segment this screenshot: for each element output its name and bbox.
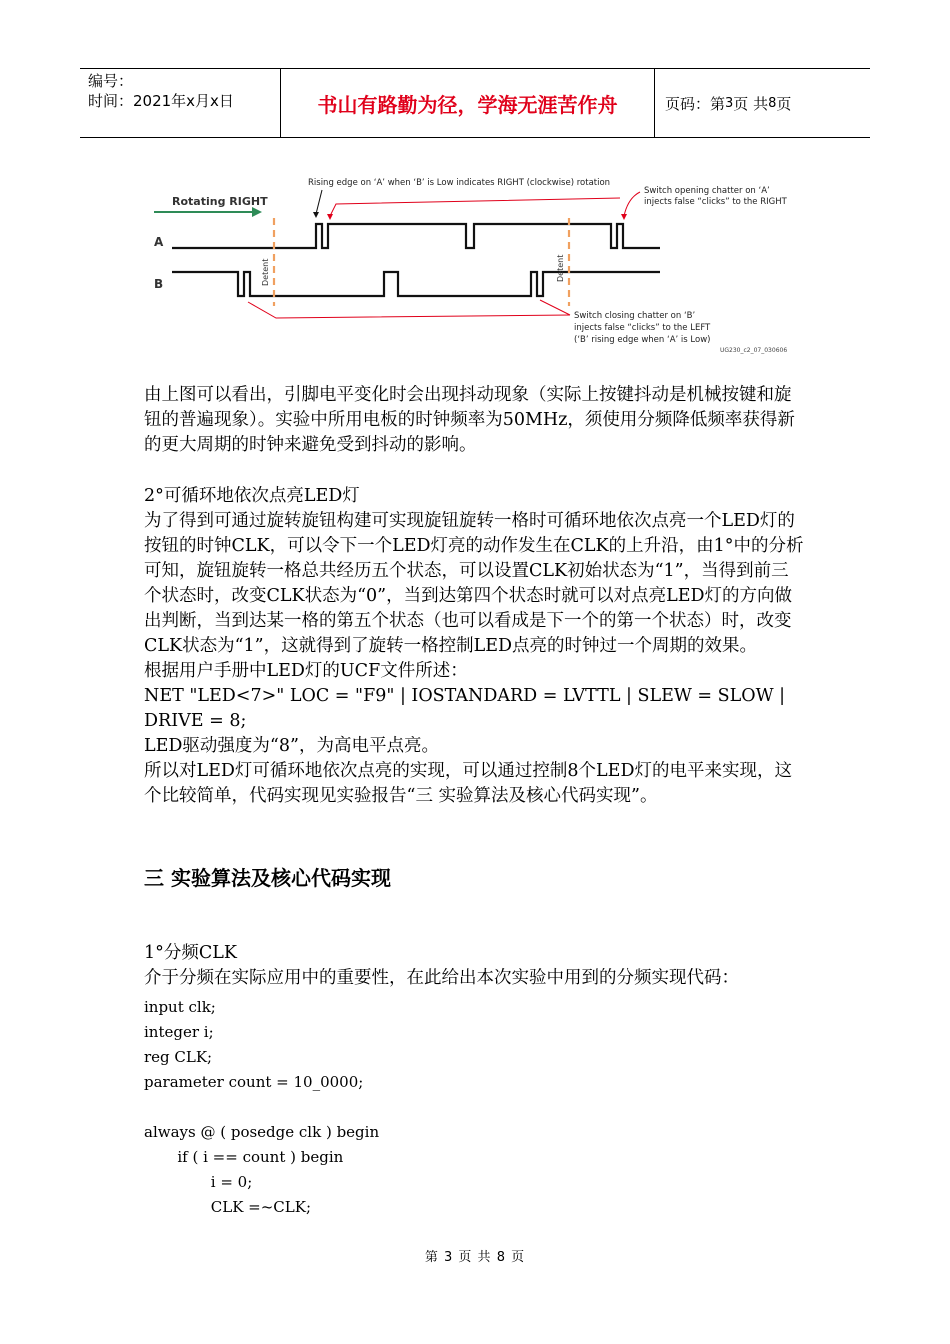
code-line: integer i; <box>144 1023 214 1041</box>
paragraph-text: LED驱动强度为“8”，为高电平点亮。 <box>144 736 439 756</box>
header-divider <box>654 69 655 137</box>
signal-b-label: B <box>154 277 164 291</box>
page-total: 8 <box>768 95 777 111</box>
figure-id: UG230_c2_07_030606 <box>720 347 788 354</box>
code-line: reg CLK; <box>144 1048 213 1066</box>
code-line: always @ ( posedge clk ) begin <box>144 1123 380 1141</box>
page-prefix: 页码：第 <box>665 94 726 113</box>
code-line: CLK =~CLK; <box>144 1198 311 1216</box>
page-footer: 第 3 页 共 8 页 <box>424 1250 526 1265</box>
code-line: parameter count = 10_0000; <box>144 1073 364 1091</box>
annotation-bottom-line2: injects false “clicks” to the LEFT <box>574 323 711 333</box>
rotary-encoder-timing-diagram <box>140 168 820 358</box>
section-clk <box>144 941 806 991</box>
code-line: i = 0; <box>144 1173 253 1191</box>
code-block <box>144 995 379 1220</box>
rotation-arrow-head <box>252 207 262 217</box>
paragraph-text: NET "LED<7>" LOC = "F9" | IOSTANDARD = LVTTL | SLEW = SLOW | DRIVE = 8; <box>144 686 786 731</box>
code-line: if ( i == count ) begin <box>144 1148 344 1166</box>
code-line: input clk; <box>144 998 216 1016</box>
paragraph-text: 介于分频在实际应用中的重要性，在此给出本次实验中用到的分频实现代码： <box>144 968 739 988</box>
detent-label: Detent <box>556 254 565 282</box>
header-meta <box>88 71 280 111</box>
code-line <box>144 1095 379 1120</box>
annotation-bottom-line1: Switch closing chatter on ‘B’ <box>574 311 696 321</box>
annotation-pointer-head <box>621 214 627 220</box>
page-suffix: 页 <box>776 94 792 113</box>
paragraph-text: 所以对LED灯可循环地依次点亮的实现，可以通过控制8个LED灯的电平来实现，这个比较简单，代码实现见实验报告“三 实验算法及核心代码实现”。 <box>144 761 792 806</box>
annotation-pointer-red <box>330 198 620 216</box>
annotation-pointer-red <box>248 302 570 318</box>
annotation-pointer-red <box>624 192 640 216</box>
annotation-right-line2: injects false “clicks” to the RIGHT <box>644 197 787 207</box>
annotation-pointer-head <box>313 212 319 218</box>
annotation-pointer <box>316 190 322 214</box>
annotation-pointer-red <box>540 300 570 315</box>
annotation-bottom-line3: (‘B’ rising edge when ‘A’ is Low) <box>574 335 711 345</box>
paragraph-text: 为了得到可通过旋转旋钮构建可实现旋钮旋转一格时可循环地依次点亮一个LED灯的按钮的时钟CLK，可以令下一个LED灯亮的动作发生在CLK的上升沿，由1°中的分析可知，旋钮旋转一格总共经历五个状态，可以设置CLK初始状态为“1”，当得到前三个状态时，改变CLK状态为“0”，当到达第四个状态时就可以对点亮LED灯的方向做出判断，当到达某一格的第五个状态（也可以看成是下一个的第一个状态）时，改变CLK状态为“1”，这就得到了旋转一格控制LED点亮的时钟过一个周期的效果。 <box>144 511 804 656</box>
time-label: 时间：2021年x月x日 <box>88 92 234 110</box>
paragraph-text: 根据用户手册中LED灯的UCF文件所述： <box>144 661 468 681</box>
waveform-a <box>172 224 660 248</box>
section-led <box>144 484 806 809</box>
header-motto: 书山有路勤为径，学海无涯苦作舟 <box>317 92 618 117</box>
section-heading: 三 实验算法及核心代码实现 <box>144 866 391 890</box>
detent-label: Detent <box>261 258 270 286</box>
page-current: 3 <box>725 95 734 111</box>
signal-a-label: A <box>154 235 164 249</box>
number-label: 编号： <box>88 72 134 90</box>
paragraph <box>144 383 806 458</box>
page-mid: 页 共 <box>733 94 769 113</box>
annotation-pointer-head <box>327 214 333 220</box>
paragraph-text: 由上图可以看出，引脚电平变化时会出现抖动现象（实际上按键抖动是机械按键和旋钮的普遍现象）。实验中所用电板的时钟频率为50MHz，须使用分频降低频率获得新的更大周期的时钟来避免受到抖动的影响。 <box>144 385 795 455</box>
annotation-top: Rising edge on ‘A’ when ‘B’ is Low indicates RIGHT (clockwise) rotation <box>308 178 611 188</box>
annotation-right-line1: Switch opening chatter on ‘A’ <box>644 186 770 196</box>
page-header <box>80 68 870 138</box>
waveform-b <box>172 272 660 296</box>
rotating-label: Rotating RIGHT <box>172 195 268 208</box>
subsection-title: 1°分频CLK <box>144 943 237 963</box>
subsection-title: 2°可循环地依次点亮LED灯 <box>144 486 360 506</box>
header-page-number <box>665 69 791 137</box>
